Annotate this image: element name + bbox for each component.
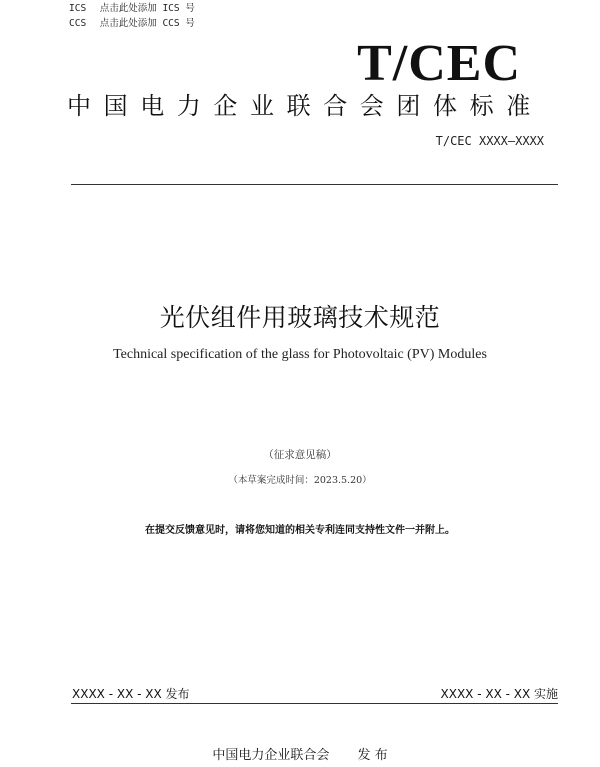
bottom-divider (71, 703, 558, 704)
document-title-english: Technical specification of the glass for Photovoltaic (PV) Modules (113, 347, 487, 362)
draft-completion-date: （本草案完成时间：2023.5.20） (228, 475, 372, 486)
organization-standard-title: 中国电力企业联合会团体标准 (67, 92, 543, 120)
standard-number: T/CEC XXXX—XXXX (435, 134, 544, 148)
publisher-name: 中国电力企业联合会 (212, 748, 330, 763)
publisher-line (0, 744, 600, 763)
patent-notice: 在提交反馈意见时，请将您知道的相关专利连同支持性文件一并附上。 (145, 525, 455, 536)
document-title-chinese: 光伏组件用玻璃技术规范 (159, 303, 441, 332)
ccs-line (69, 15, 195, 29)
standard-logo: T/CEC (357, 35, 521, 92)
release-date: XXXX - XX - XX 发布 (72, 687, 190, 701)
ccs-placeholder[interactable]: 点击此处添加 CCS 号 (99, 18, 195, 29)
ccs-label: CCS (69, 18, 87, 29)
ics-line (69, 0, 195, 14)
publish-word: 发 布 (357, 748, 388, 763)
ics-label: ICS (69, 3, 87, 14)
top-divider (71, 184, 558, 185)
ics-placeholder[interactable]: 点击此处添加 ICS 号 (99, 3, 195, 14)
draft-status: （征求意见稿） (263, 449, 337, 461)
implementation-date: XXXX - XX - XX 实施 (440, 687, 558, 701)
